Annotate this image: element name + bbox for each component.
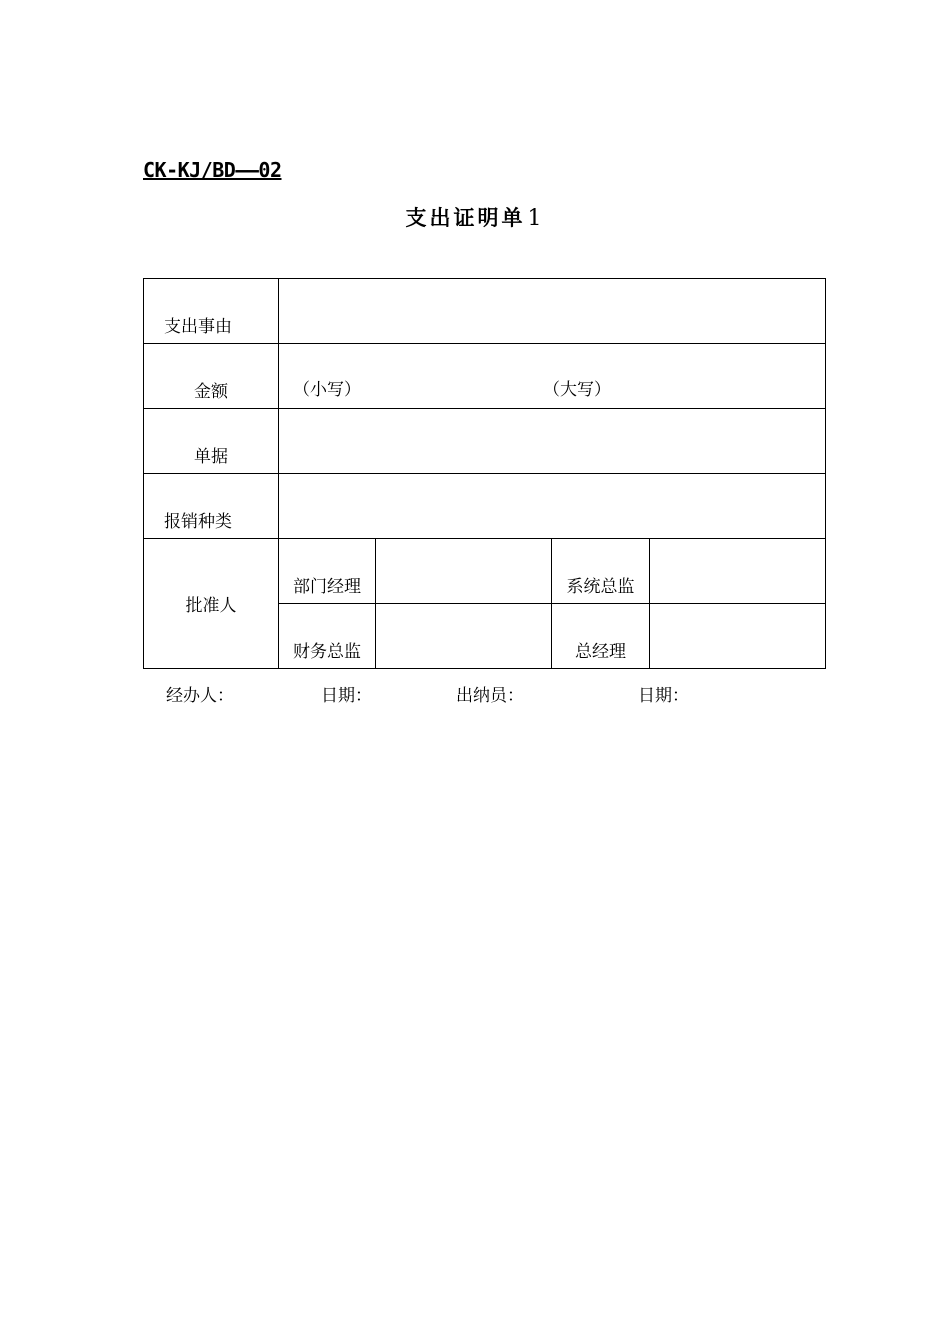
title-number: 1	[527, 206, 545, 231]
amount-row	[144, 344, 826, 409]
amount-label: 金额	[144, 344, 279, 409]
approver-row-1	[144, 539, 826, 604]
signature-footer	[0, 681, 950, 705]
cashier-label: 出纳员：	[456, 686, 524, 706]
document-code: CK-KJ/BD——02	[143, 158, 282, 182]
voucher-field[interactable]	[279, 409, 826, 474]
amount-upper-label: （大写）	[543, 380, 611, 400]
category-label: 报销种类	[144, 474, 279, 539]
category-field[interactable]	[279, 474, 826, 539]
voucher-row	[144, 409, 826, 474]
general-manager-label: 总经理	[552, 604, 650, 669]
reason-field[interactable]	[279, 279, 826, 344]
amount-field[interactable]	[279, 344, 826, 409]
voucher-label: 单据	[144, 409, 279, 474]
handler-label: 经办人：	[166, 686, 234, 706]
approver-label: 批准人	[144, 539, 279, 669]
date1-label: 日期：	[321, 686, 372, 706]
dept-manager-field[interactable]	[376, 539, 552, 604]
reason-row	[144, 279, 826, 344]
general-manager-field[interactable]	[650, 604, 826, 669]
finance-director-label: 财务总监	[279, 604, 376, 669]
category-row	[144, 474, 826, 539]
date2-label: 日期：	[638, 686, 689, 706]
system-director-field[interactable]	[650, 539, 826, 604]
system-director-label: 系统总监	[552, 539, 650, 604]
expense-form-table	[143, 278, 826, 669]
reason-label: 支出事由	[144, 279, 279, 344]
document-title	[0, 202, 950, 232]
title-text: 支出证明单	[405, 206, 526, 230]
dept-manager-label: 部门经理	[279, 539, 376, 604]
amount-lower-label: （小写）	[293, 380, 361, 400]
finance-director-field[interactable]	[376, 604, 552, 669]
